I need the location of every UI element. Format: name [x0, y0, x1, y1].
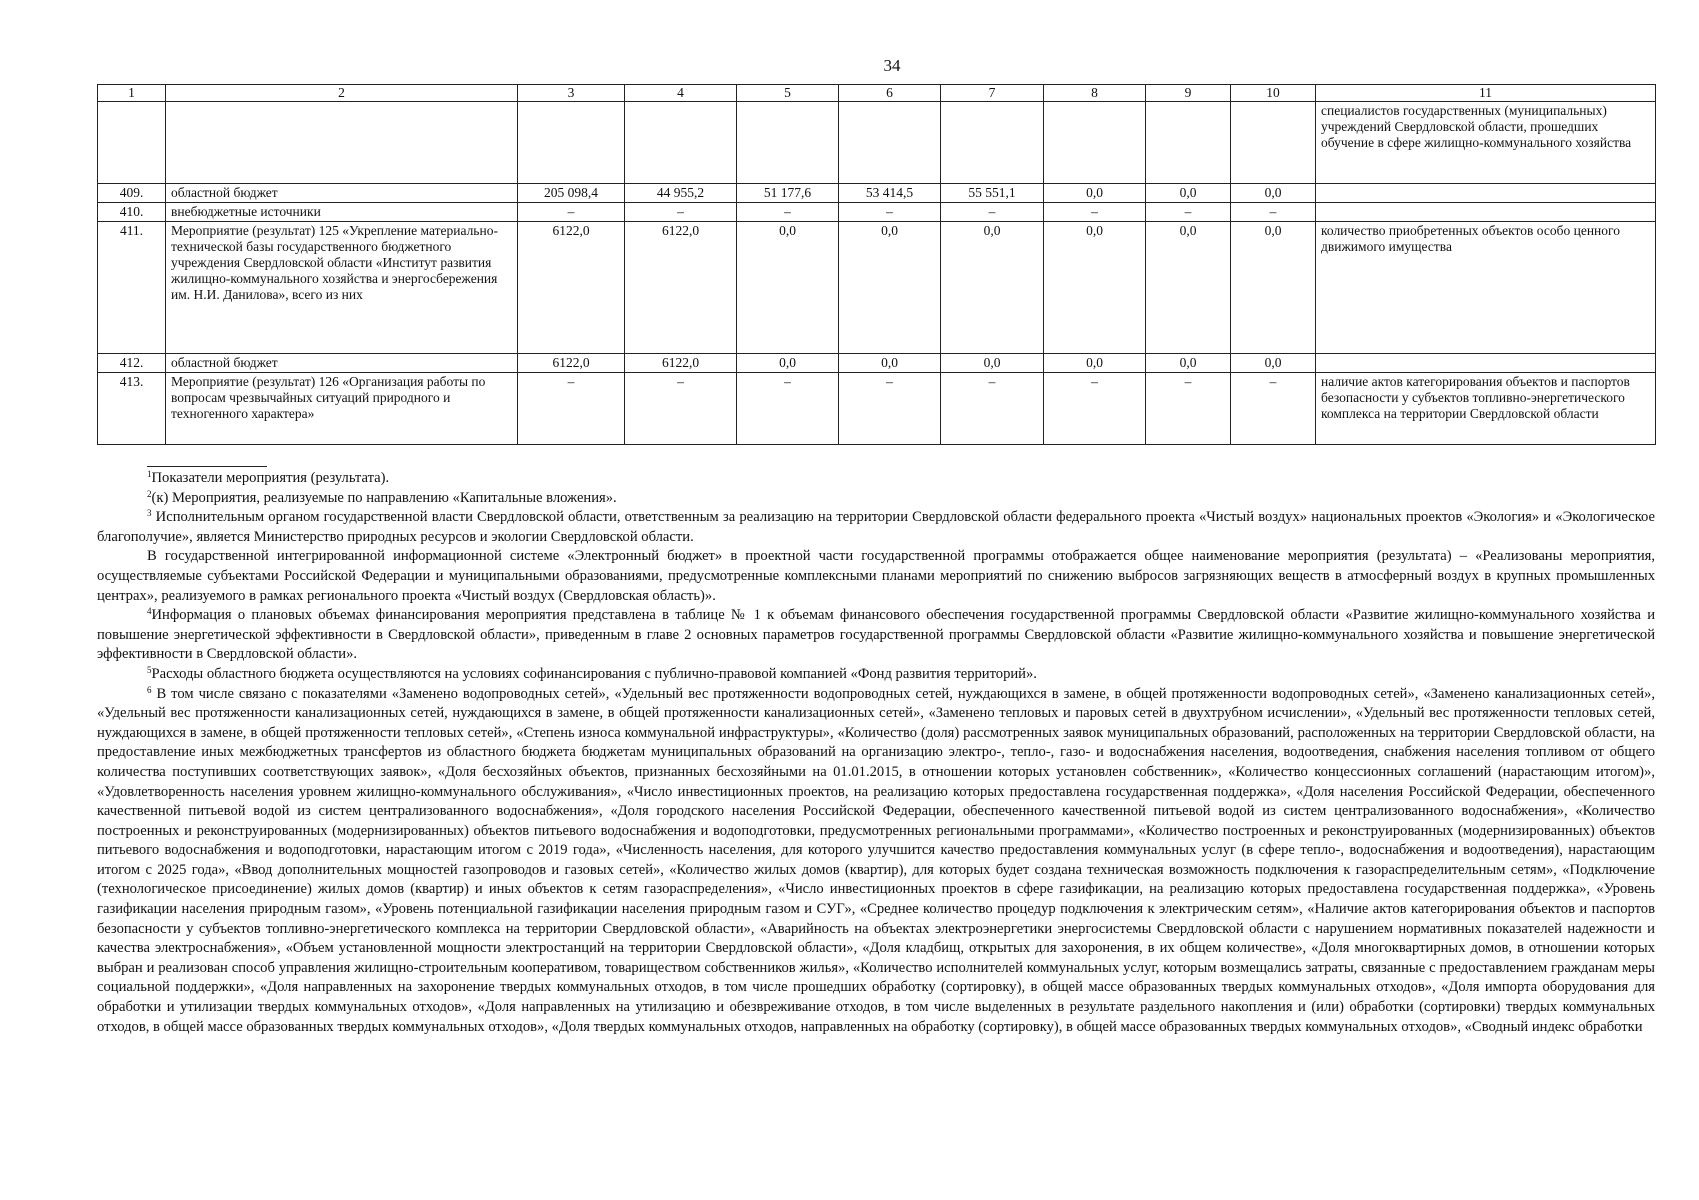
table-row [98, 222, 1656, 354]
cell-value: 0,0 [839, 354, 941, 373]
footnote-text: В том числе связано с показателями «Заменено водопроводных сетей», «Удельный вес протяженности водопроводных сетей, нуждающихся в замене, в общей протяженности водопроводных сетей», «Заменено канализационных сетей», «Удельный вес протяженности канализационных сетей, нуждающихся в замене, в общей протяженности канализационных сетей», «Заменено тепловых и паровых сетей в двухтрубном исчислении», «Удельный вес протяженности тепловых сетей, нуждающихся в замене, в общей протяженности тепловых сетей», «Степень износа коммунальной инфраструктуры», «Количество (доля) рассмотренных заявок муниципальных образований, расположенных на территории Свердловской области, на предоставление иных межбюджетных трансфертов из областного бюджета бюджетам муниципальных образований на организацию электро-, тепло-, газо- и водоснабжения населения, водоотведения, снабжения населения топливом от общего количества поступивших соответствующих заявок», «Доля бесхозяйных объектов, признанных бесхозяйными на 01.01.2015, в отношении которых установлен собственник», «Количество концессионных соглашений (нарастающим итогом)», «Удовлетворенность населения уровнем жилищно-коммунального обслуживания», «Число инвестиционных проектов, на реализацию которых предоставлена государственная поддержка», «Доля населения Российской Федерации, обеспеченного качественной питьевой водой из систем централизованного водоснабжения», «Доля городского населения Российской Федерации, обеспеченного качественной питьевой водой из систем централизованного водоснабжения», «Количество построенных и реконструированных (модернизированных) объектов питьевого водоснабжения и водоподготовки, предусмотренных региональными программами», «Количество построенных и реконструированных (модернизированных) объектов питьевого водоснабжения и водоподготовки, нарастающим итогом с 2019 года», «Численность населения, для которого улучшится качество предоставления коммунальных услуг (в сфере тепло-, водоснабжения и водоотведения), нарастающим итогом с 2025 года», «Ввод дополнительных мощностей газопроводов и газовых сетей», «Количество жилых домов (квартир), для которых будет создана техническая возможность подключения к газораспределительным сетям», «Подключение (технологическое присоединение) жилых домов (квартир) и иных объектов к сетям газораспределения», «Число инвестиционных проектов в сфере газификации, на реализацию которых предоставлена государственная поддержка», «Уровень газификации населения природным газом», «Уровень потенциальной газификации населения природным газом и СУГ», «Среднее количество процедур подключения к электрическим сетям», «Наличие актов категорирования объектов и паспортов безопасности у субъектов топливно-энергетического комплекса на территории Свердловской области», «Аварийность на объектах электроэнергетики энергосистемы Свердловской области с нарушением нормативных показателей надежности и качества электроснабжения», «Объем установленной мощности электростанций на территории Свердловской области», «Доля кладбищ, открытых для захоронения, в их общем количестве», «Доля многоквартирных домов, в отношении которых выбран и реализован способ управления жилищно-строительным кооперативом, товариществом собственников жилья», «Количество исполнителей коммунальных услуг, которым возмещались затраты, связанные с предоставлением гражданам меры социальной поддержки», «Доля направленных на захоронение твердых коммунальных отходов, в том числе прошедших обработку (сортировку), в общей массе образованных твердых коммунальных отходов», «Доля импорта оборудования для обработки и утилизации твердых коммунальных отходов», «Доля направленных на утилизацию и обезвреживание отходов, в том числе выделенных в результате раздельного накопления и (или) обработки (сортировки) твердых коммунальных отходов, в общей массе образованных твердых коммунальных отходов», «Доля твердых коммунальных отходов, направленных на обработку (сортировку), в общей массе образованных твердых коммунальных отходов», «Сводный индекс обработки [97, 685, 1655, 1035]
table-row [98, 184, 1656, 203]
column-header: 11 [1316, 85, 1656, 102]
footnote-mark: 5 [147, 664, 152, 675]
row-name: областной бюджет [166, 184, 518, 203]
footnote-text: Расходы областного бюджета осуществляются на условиях софинансирования с публично-правовой компанией «Фонд развития территорий». [151, 665, 1037, 682]
cell-value: 0,0 [941, 354, 1044, 373]
footnote-4 [97, 606, 1655, 665]
row-name: внебюджетные источники [166, 203, 518, 222]
table-row [98, 354, 1656, 373]
table-header-row [98, 85, 1656, 102]
cell-value: 0,0 [1044, 222, 1146, 354]
footnote-6 [97, 685, 1655, 1038]
column-header: 3 [518, 85, 625, 102]
footnote-3 [97, 508, 1655, 547]
footnote-text: Информация о плановых объемах финансирования мероприятия представлена в таблице № 1 к объемам финансового обеспечения государственной программы Свердловской области «Развитие жилищно-коммунального хозяйства и повышение энергетической эффективности в Свердловской области», приведенным в главе 2 основных параметров государственной программы Свердловской области «Развитие жилищно-коммунального хозяйства и повышение энергетической эффективности в Свердловской области». [97, 607, 1655, 663]
cell-value: 53 414,5 [839, 184, 941, 203]
cell-value: – [625, 203, 737, 222]
cell-value: 44 955,2 [625, 184, 737, 203]
cell-value: – [518, 203, 625, 222]
column-header: 10 [1231, 85, 1316, 102]
row-number: 410. [98, 203, 166, 222]
row-indicator [1316, 203, 1656, 222]
cell-value: 0,0 [1146, 222, 1231, 354]
cell-value: 6122,0 [625, 354, 737, 373]
cell-value: – [1044, 203, 1146, 222]
column-header: 9 [1146, 85, 1231, 102]
table-row [98, 373, 1656, 445]
cell-value: – [625, 373, 737, 445]
cell-value: – [1231, 203, 1316, 222]
cell-value: 0,0 [1231, 354, 1316, 373]
cell-value: 0,0 [1231, 222, 1316, 354]
row-number: 409. [98, 184, 166, 203]
row-number: 411. [98, 222, 166, 354]
row-indicator: наличие актов категорирования объектов и паспортов безопасности у субъектов топливно-энергетического комплекса на территории Свердловской области [1316, 373, 1656, 445]
row-number: 412. [98, 354, 166, 373]
cell-value: 0,0 [839, 222, 941, 354]
measures-table [97, 84, 1656, 445]
column-header: 4 [625, 85, 737, 102]
cell-value [941, 102, 1044, 184]
row-indicator [1316, 354, 1656, 373]
row-indicator: специалистов государственных (муниципальных) учреждений Свердловской области, прошедших обучение в сфере жилищно-коммунального хозяйства [1316, 102, 1656, 184]
cell-value: 0,0 [1044, 354, 1146, 373]
cell-value: 6122,0 [518, 354, 625, 373]
cell-value: 0,0 [1146, 354, 1231, 373]
cell-value: 6122,0 [625, 222, 737, 354]
row-number [98, 102, 166, 184]
cell-value [625, 102, 737, 184]
row-name: областной бюджет [166, 354, 518, 373]
cell-value: – [839, 373, 941, 445]
footnote-text: В государственной интегрированной информационной системе «Электронный бюджет» в проектной части государственной программы отображается общее наименование мероприятия (результата) – «Реализованы мероприятия, осуществляемые субъектами Российской Федерации и муниципальными образованиями, предусмотренные комплексными планами мероприятий по снижению выбросов загрязняющих веществ в атмосферный воздух в крупных промышленных центрах», реализуемого в рамках регионального проекта «Чистый воздух (Свердловская область)». [97, 548, 1655, 604]
row-name: Мероприятие (результат) 125 «Укрепление материально-технической базы государственного бюджетного учреждения Свердловской области «Институт развития жилищно-коммунального хозяйства и энергосбережения им. Н.И. Данилова», всего из них [166, 222, 518, 354]
footnote-mark: 2 [147, 488, 152, 499]
page-number: 34 [883, 56, 901, 75]
cell-value: – [737, 373, 839, 445]
cell-value: – [941, 203, 1044, 222]
row-indicator [1316, 184, 1656, 203]
cell-value: – [1146, 203, 1231, 222]
column-header: 6 [839, 85, 941, 102]
cell-value: – [839, 203, 941, 222]
cell-value [737, 102, 839, 184]
row-indicator: количество приобретенных объектов особо ценного движимого имущества [1316, 222, 1656, 354]
footnote-mark: 3 [147, 508, 152, 519]
cell-value: 0,0 [1044, 184, 1146, 203]
cell-value: 0,0 [1146, 184, 1231, 203]
footnote-separator [147, 466, 267, 467]
footnote-mark: 1 [147, 469, 152, 479]
footnote-text: Исполнительным органом государственной власти Свердловской области, ответственным за реализацию на территории Свердловской области федерального проекта «Чистый воздух» национальных проектов «Экология» и «Экологическое благополучие», является Министерство природных ресурсов и экологии Свердловской области. [97, 509, 1655, 545]
footnote-text: (к) Мероприятия, реализуемые по направлению «Капитальные вложения». [151, 489, 617, 506]
footnote-2 [97, 489, 1655, 509]
footnote-1 [97, 469, 1655, 489]
cell-value [1044, 102, 1146, 184]
cell-value: 0,0 [941, 222, 1044, 354]
footnote-3-continuation [97, 547, 1655, 606]
footnote-mark: 4 [147, 606, 152, 617]
column-header: 2 [166, 85, 518, 102]
column-header: 8 [1044, 85, 1146, 102]
cell-value: – [737, 203, 839, 222]
footnote-text: Показатели мероприятия (результата). [151, 470, 390, 486]
cell-value [518, 102, 625, 184]
row-name [166, 102, 518, 184]
table-row [98, 203, 1656, 222]
row-name: Мероприятие (результат) 126 «Организация работы по вопросам чрезвычайных ситуаций природного и техногенного характера» [166, 373, 518, 445]
cell-value: – [518, 373, 625, 445]
cell-value: 6122,0 [518, 222, 625, 354]
column-header: 5 [737, 85, 839, 102]
footnote-mark: 6 [147, 684, 152, 695]
footnotes [97, 466, 1655, 1037]
footnote-5 [97, 665, 1655, 685]
cell-value: 51 177,6 [737, 184, 839, 203]
cell-value: 55 551,1 [941, 184, 1044, 203]
cell-value [1231, 102, 1316, 184]
cell-value: – [941, 373, 1044, 445]
cell-value: 205 098,4 [518, 184, 625, 203]
cell-value [839, 102, 941, 184]
table-row [98, 102, 1656, 184]
cell-value: – [1146, 373, 1231, 445]
column-header: 7 [941, 85, 1044, 102]
cell-value: – [1231, 373, 1316, 445]
row-number: 413. [98, 373, 166, 445]
cell-value [1146, 102, 1231, 184]
cell-value: 0,0 [737, 354, 839, 373]
cell-value: 0,0 [737, 222, 839, 354]
cell-value: 0,0 [1231, 184, 1316, 203]
column-header: 1 [98, 85, 166, 102]
cell-value: – [1044, 373, 1146, 445]
